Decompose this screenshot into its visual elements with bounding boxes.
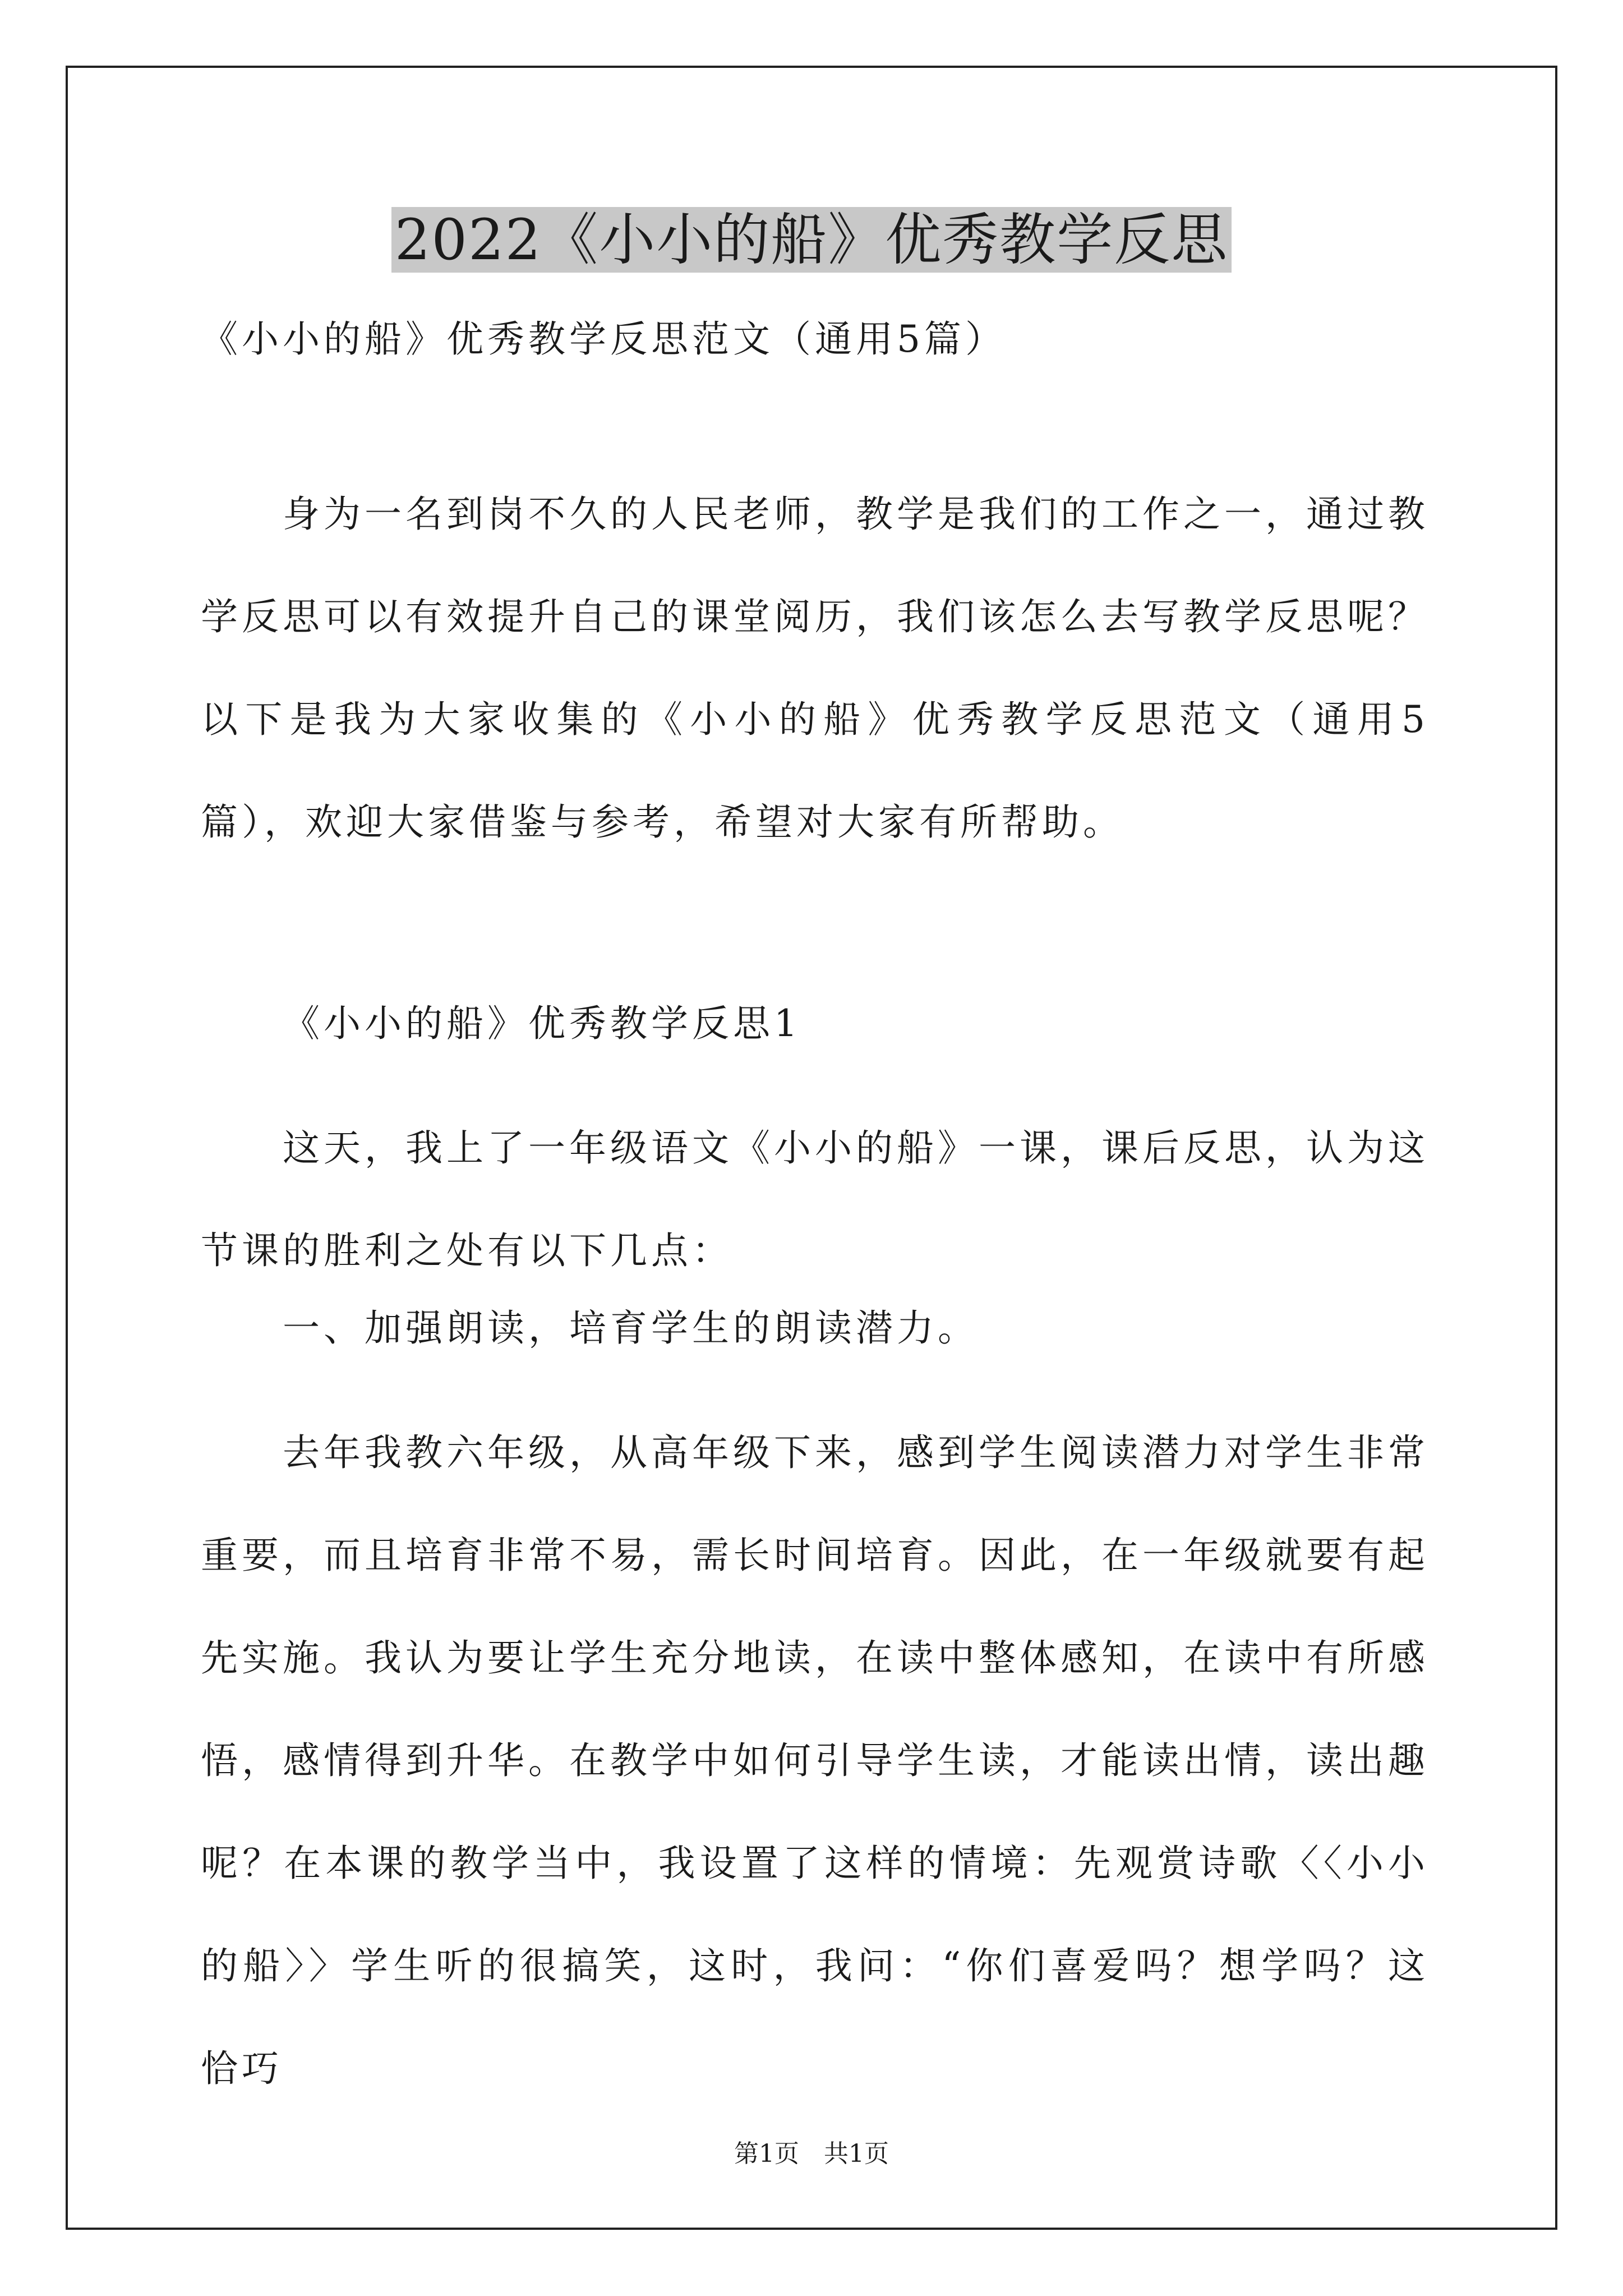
body-paragraph: 一、加强朗读，培育学生的朗读潜力。: [283, 1306, 979, 1350]
page-number-footer: 第1页 共1页: [734, 2139, 889, 2168]
section-heading: 《小小的船》优秀教学反思1: [283, 1002, 801, 1045]
document-title-text: 2022《小小的船》优秀教学反思: [391, 207, 1232, 273]
intro-paragraph: 身为一名到岗不久的人民老师，教学是我们的工作之一，通过教学反思可以有效提升自己的课堂阅历，我们该怎么去写教学反思呢？以下是我为大家收集的《小小的船》优秀教学反思范文（通用5篇），欢迎大家借鉴与参考，希望对大家有所帮助。: [201, 493, 1429, 844]
document-subtitle: 《小小的船》优秀教学反思范文（通用5篇）: [201, 318, 1006, 361]
document-title: [0, 201, 1623, 279]
body-paragraph: 这天，我上了一年级语文《小小的船》一课，课后反思，认为这节课的胜利之处有以下几点：: [201, 1126, 1429, 1272]
body-paragraph: 去年我教六年级，从高年级下来，感到学生阅读潜力对学生非常重要，而且培育非常不易，需长时间培育。因此，在一年级就要有起先实施。我认为要让学生充分地读，在读中整体感知，在读中有所感悟，感情得到升华。在教学中如何引导学生读，才能读出情，读出趣呢？在本课的教学当中，我设置了这样的情境：先观赏诗歌〈〈小小的船〉〉学生听的很搞笑，这时，我问：“你们喜爱吗？想学吗？这恰巧: [201, 1431, 1429, 2090]
